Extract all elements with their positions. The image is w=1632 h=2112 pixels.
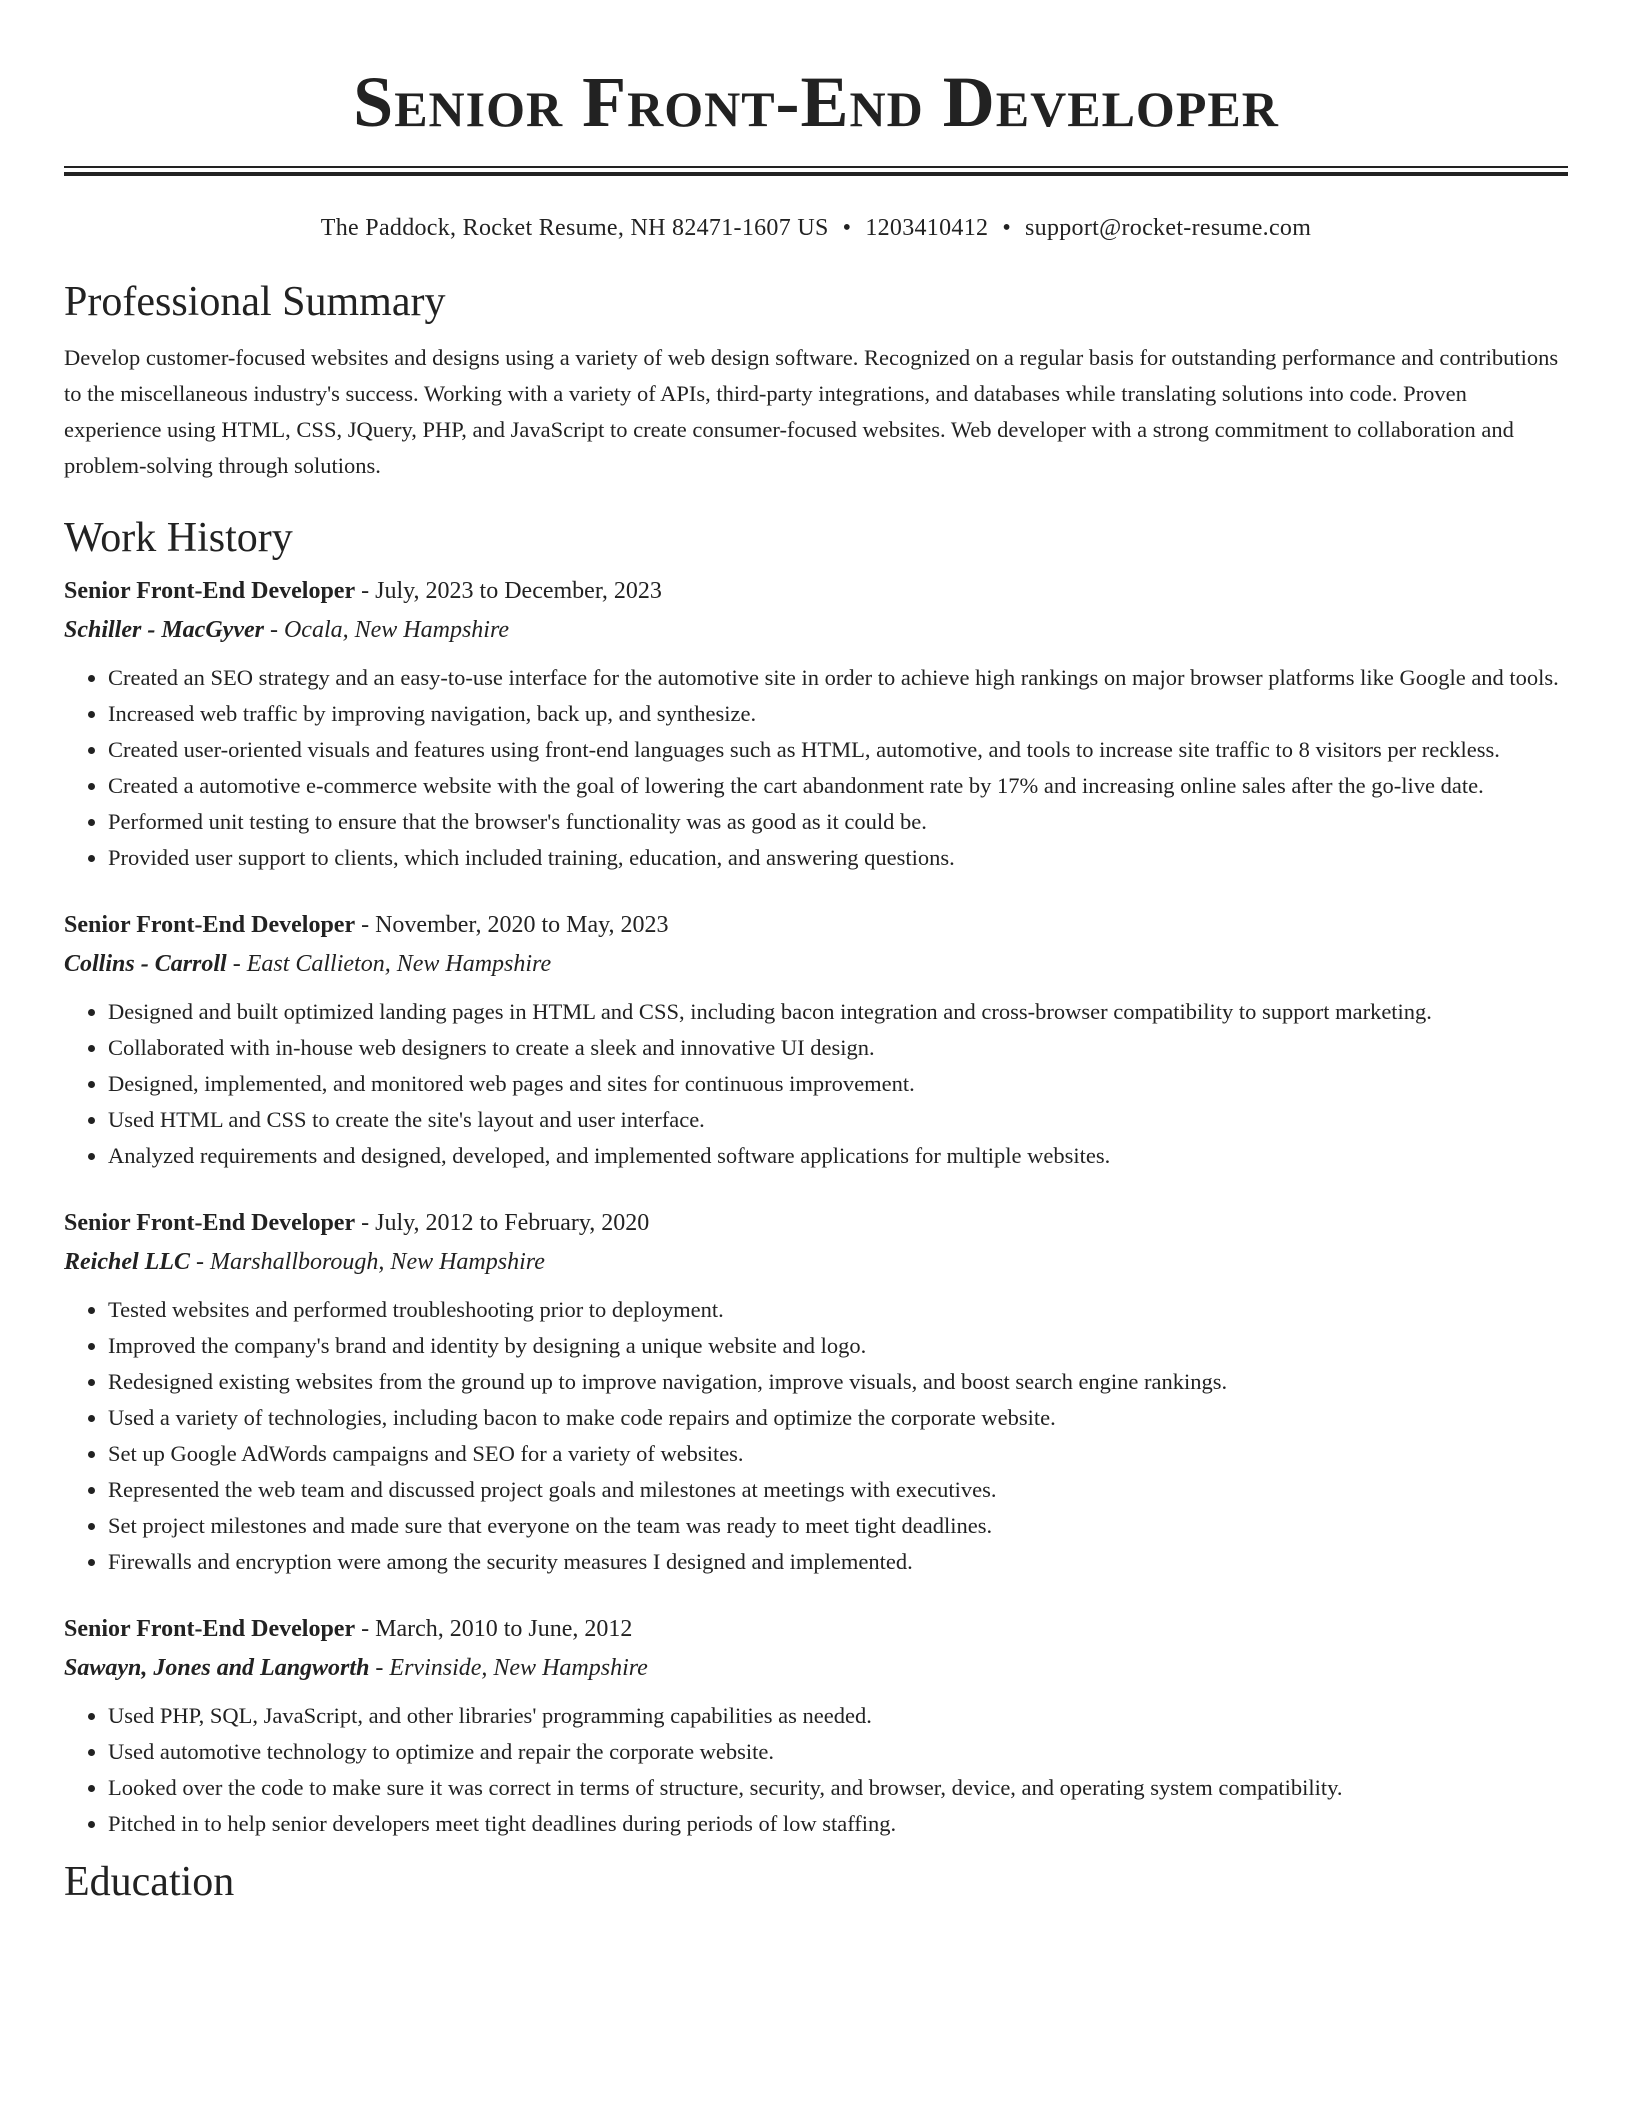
contact-email[interactable]: support@rocket-resume.com [1025, 215, 1312, 241]
job-bullet: • Tested websites and performed troubleshooting prior to deployment. [108, 1292, 1568, 1328]
education-heading: Education [64, 1859, 235, 1905]
job-bullets [64, 660, 1568, 876]
job-bullet: • Firewalls and encryption were among the security measures I designed and implemented. [108, 1544, 1568, 1580]
title-divider [64, 166, 1568, 176]
company-location: - East Callieton, New Hampshire [226, 951, 552, 977]
contact-separator: • [842, 215, 852, 241]
company-line [64, 1648, 1568, 1688]
job-bullet: • Created an SEO strategy and an easy-to-use interface for the automotive site in order to achieve high rankings on major browser platforms like Google and tools. [108, 660, 1568, 696]
job-bullet: • Collaborated with in-house web designers to create a sleek and innovative UI design. [108, 1030, 1568, 1066]
job-dates: - November, 2020 to May, 2023 [355, 912, 669, 938]
job-bullet: • Pitched in to help senior developers meet tight deadlines during periods of low staffing. [108, 1806, 1568, 1842]
contact-address: The Paddock, Rocket Resume, NH 82471-1607 US [320, 215, 829, 241]
company-location: - Ocala, New Hampshire [263, 617, 510, 643]
company-location: - Marshallborough, New Hampshire [189, 1249, 545, 1275]
job-bullet: • Used HTML and CSS to create the site's layout and user interface. [108, 1102, 1568, 1138]
job-entry [64, 572, 1568, 876]
job-bullet: • Redesigned existing websites from the ground up to improve navigation, improve visuals, and boost search engine rankings. [108, 1364, 1568, 1400]
job-bullet: • Designed, implemented, and monitored web pages and sites for continuous improvement. [108, 1066, 1568, 1102]
job-entry [64, 906, 1568, 1174]
job-bullets [64, 1698, 1568, 1842]
company-location: - Ervinside, New Hampshire [369, 1655, 648, 1681]
job-dates: - July, 2012 to February, 2020 [355, 1210, 650, 1236]
contact-separator: • [1002, 215, 1012, 241]
company-name: Sawayn, Jones and Langworth [64, 1655, 370, 1681]
job-bullet: • Provided user support to clients, which included training, education, and answering questions. [108, 840, 1568, 876]
work-history-heading: Work History [64, 515, 293, 561]
job-title: Senior Front-End Developer [64, 578, 356, 604]
company-line [64, 610, 1568, 650]
summary-heading: Professional Summary [64, 279, 446, 325]
job-bullet: • Set project milestones and made sure that everyone on the team was ready to meet tight deadlines. [108, 1508, 1568, 1544]
job-title: Senior Front-End Developer [64, 1616, 356, 1642]
job-title-line [64, 906, 1568, 944]
resume-title: Senior Front-End Developer [353, 62, 1279, 142]
contact-phone[interactable]: 1203410412 [865, 215, 989, 241]
job-dates: - March, 2010 to June, 2012 [355, 1616, 633, 1642]
job-bullet: • Used automotive technology to optimize and repair the corporate website. [108, 1734, 1568, 1770]
job-entry [64, 1610, 1568, 1842]
job-title: Senior Front-End Developer [64, 1210, 356, 1236]
job-bullet: • Used PHP, SQL, JavaScript, and other libraries' programming capabilities as needed. [108, 1698, 1568, 1734]
job-bullets [64, 1292, 1568, 1580]
job-bullet: • Used a variety of technologies, including bacon to make code repairs and optimize the corporate website. [108, 1400, 1568, 1436]
job-bullet: • Performed unit testing to ensure that the browser's functionality was as good as it could be. [108, 804, 1568, 840]
job-bullet: • Designed and built optimized landing pages in HTML and CSS, including bacon integration and cross-browser compatibility to support marketing. [108, 994, 1568, 1030]
job-bullet: • Set up Google AdWords campaigns and SEO for a variety of websites. [108, 1436, 1568, 1472]
summary-text: Develop customer-focused websites and designs using a variety of web design software. Recognized on a regular basis for outstanding performance and contributions to the miscellaneous industry's success. Working with a variety of APIs, third-party integrations, and databases while translating solutions into code. Proven experience using HTML, CSS, JQuery, PHP, and JavaScript to create consumer-focused websites. Web developer with a strong commitment to collaboration and problem-solving through solutions. [64, 345, 1559, 478]
job-bullet: • Increased web traffic by improving navigation, back up, and synthesize. [108, 696, 1568, 732]
job-bullets [64, 994, 1568, 1174]
job-title-line [64, 1204, 1568, 1242]
job-title-line [64, 1610, 1568, 1648]
company-name: Collins - Carroll [64, 951, 227, 977]
job-bullet: • Created a automotive e-commerce website with the goal of lowering the cart abandonment rate by 17% and increasing online sales after the go-live date. [108, 768, 1568, 804]
job-dates: - July, 2023 to December, 2023 [355, 578, 662, 604]
job-bullet: • Represented the web team and discussed project goals and milestones at meetings with executives. [108, 1472, 1568, 1508]
job-bullet: • Improved the company's brand and identity by designing a unique website and logo. [108, 1328, 1568, 1364]
job-bullet: • Analyzed requirements and designed, developed, and implemented software applications for multiple websites. [108, 1138, 1568, 1174]
job-entry [64, 1204, 1568, 1580]
job-title: Senior Front-End Developer [64, 912, 356, 938]
company-name: Schiller - MacGyver [64, 617, 264, 643]
company-line [64, 1242, 1568, 1282]
job-title-line [64, 572, 1568, 610]
contact-line [64, 212, 1568, 244]
job-bullet: • Looked over the code to make sure it was correct in terms of structure, security, and browser, device, and operating system compatibility. [108, 1770, 1568, 1806]
company-name: Reichel LLC [64, 1249, 190, 1275]
job-bullet: • Created user-oriented visuals and features using front-end languages such as HTML, automotive, and tools to increase site traffic to 8 visitors per reckless. [108, 732, 1568, 768]
company-line [64, 944, 1568, 984]
